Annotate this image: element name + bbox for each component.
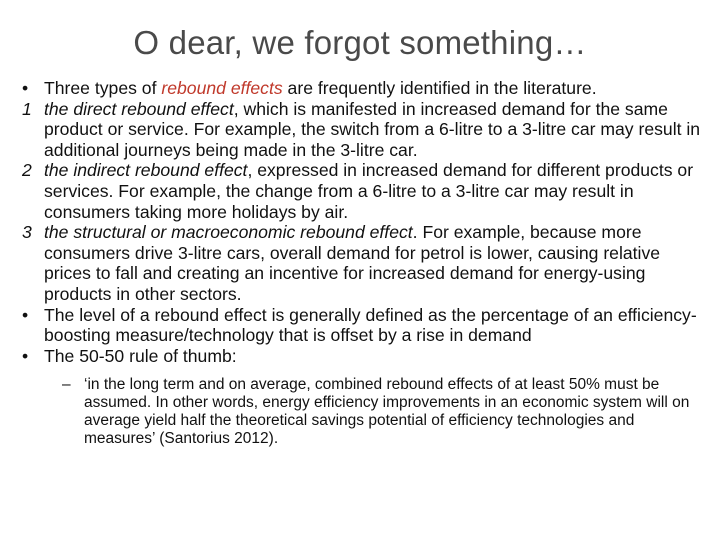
item-text — [44, 99, 708, 161]
sub-bullet-quote — [18, 376, 708, 447]
item-rest: . For example, because more consumers drive 3-litre cars, overall demand for petrol is lower, causing relative prices to fall and creating an incentive for increased demand for energy-using products in other sectors. — [44, 222, 661, 304]
item-number: 3 — [22, 222, 32, 243]
item-emphasis: the direct rebound effect — [44, 98, 234, 119]
item-rest: , expressed in increased demand for different products or services. For example, the change from a 6-litre to a 3-litre car may result in consumers taking more holidays by air. — [44, 160, 694, 222]
bullet-rule-of-thumb — [18, 346, 708, 367]
intro-before: Three types of — [44, 78, 162, 98]
bullet-intro — [18, 78, 708, 99]
intro-emphasis: rebound effects — [161, 78, 283, 98]
quote-text: ‘in the long term and on average, combined rebound effects of at least 50% must be assumed. In other words, energy efficiency improvements in an economic system will on average yield half the theoretical savings potential of efficiency technologies and measures’ (Santorius 2012). — [84, 376, 690, 447]
item-number: 2 — [22, 160, 32, 181]
bullet-text: The level of a rebound effect is generally defined as the percentage of an efficiency-boosting measure/technology that is offset by a rise in demand — [44, 304, 697, 346]
item-text — [44, 222, 708, 304]
item-emphasis: the indirect rebound effect — [44, 160, 248, 181]
numbered-item-3 — [18, 222, 708, 304]
numbered-item-2 — [18, 160, 708, 222]
bullet-text — [44, 78, 708, 99]
slide-body — [18, 78, 708, 448]
bullet-marker: • — [22, 78, 29, 98]
bullet-marker: • — [22, 345, 29, 366]
item-text — [44, 160, 708, 222]
numbered-item-1 — [18, 99, 708, 161]
bullet-definition — [18, 305, 708, 346]
slide-title: O dear, we forgot something… — [133, 24, 587, 61]
item-rest: , which is manifested in increased demand for the same product or service. For example, the switch from a 6-litre to a 3-litre car may result in additional journeys being made in the 3-litre car. — [44, 98, 701, 160]
intro-after: are frequently identified in the literature. — [282, 78, 597, 98]
item-emphasis: the structural or macroeconomic rebound effect — [44, 222, 413, 243]
bullet-marker: • — [22, 304, 29, 325]
bullet-text: The 50-50 rule of thumb: — [44, 345, 237, 366]
item-number: 1 — [22, 98, 32, 119]
sub-bullet-marker: – — [62, 376, 71, 394]
